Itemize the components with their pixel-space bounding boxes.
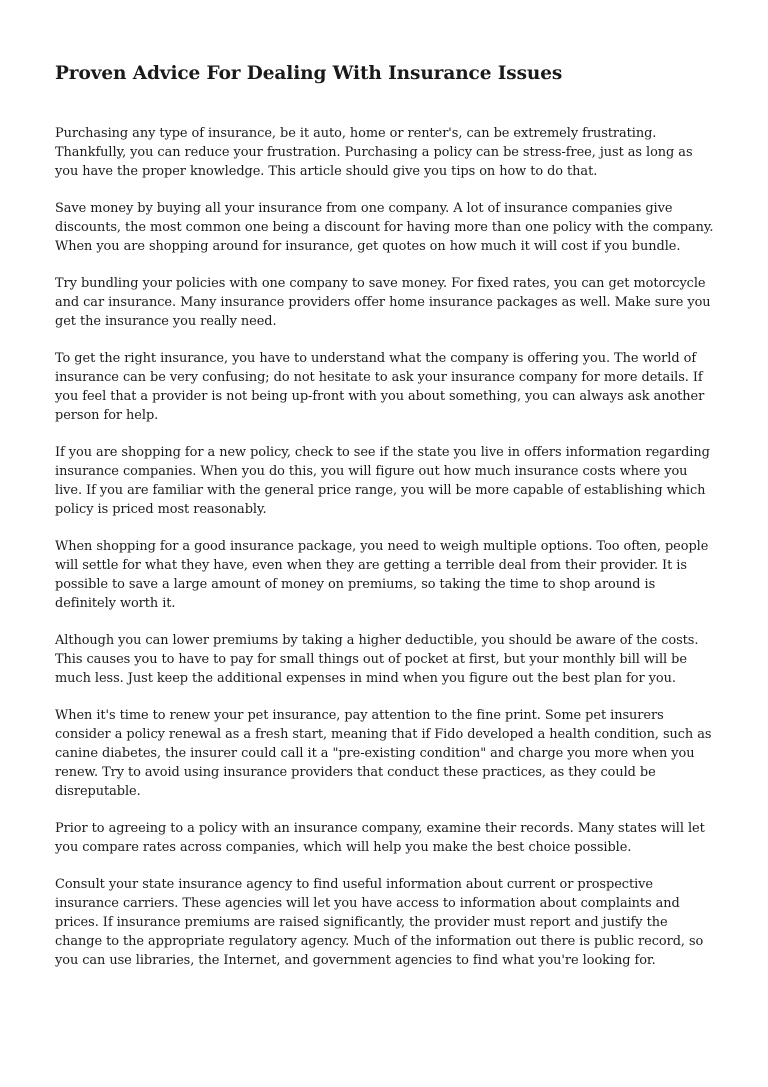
paragraph-intro: Purchasing any type of insurance, be it auto, home or renter's, can be extremely frustrating. Thankfully, you can reduce your frustration. Purchasing a policy can be stress-free, just as long as you have the proper knowledge. This article should give you tips on how to do that. [55, 126, 693, 179]
paragraph-pet-insurance: When it's time to renew your pet insurance, pay attention to the fine print. Some pet insurers consider a policy renewal as a fresh start, meaning that if Fido developed a health condition, such as canine diabetes, the insurer could call it a "pre-existing condition" and charge you more when you renew. Try to avoid using insurance providers that conduct these practices, as they could be disreputable. [55, 708, 712, 799]
paragraph-understand-company: To get the right insurance, you have to understand what the company is offering you. The world of insurance can be very confusing; do not hesitate to ask your insurance company for more details. If you feel that a provider is not being up-front with you about something, you can always ask another person for help. [55, 351, 705, 423]
document-page [55, 60, 715, 988]
paragraph-deductible: Although you can lower premiums by taking a higher deductible, you should be aware of the costs. This causes you to have to pay for small things out of pocket at first, but your monthly bill will be much less. Just keep the additional expenses in mind when you figure out the best plan for you. [55, 633, 699, 686]
paragraph-bundle-discount: Save money by buying all your insurance from one company. A lot of insurance companies give discounts, the most common one being a discount for having more than one policy with the company. When you are shopping around for insurance, get quotes on how much it will cost if you bundle. [55, 201, 714, 254]
paragraph-bundling-policies: Try bundling your policies with one company to save money. For fixed rates, you can get motorcycle and car insurance. Many insurance providers offer home insurance packages as well. Make sure you get the insurance you really need. [55, 276, 711, 329]
paragraph-state-agency: Consult your state insurance agency to find useful information about current or prospective insurance carriers. These agencies will let you have access to information about complaints and prices. If insurance premiums are raised significantly, the provider must report and justify the change to the appropriate regulatory agency. Much of the information out there is public record, so you can use libraries, the Internet, and government agencies to find what you're looking for. [55, 877, 704, 968]
page-title: Proven Advice For Dealing With Insurance Issues [55, 63, 563, 84]
paragraph-state-information: If you are shopping for a new policy, check to see if the state you live in offers information regarding insurance companies. When you do this, you will figure out how much insurance costs where you live. If you are familiar with the general price range, you will be more capable of establishing which policy is priced most reasonably. [55, 445, 710, 517]
paragraph-weigh-options: When shopping for a good insurance package, you need to weigh multiple options. Too often, people will settle for what they have, even when they are getting a terrible deal from their provider. It is possible to save a large amount of money on premiums, so taking the time to shop around is definitely worth it. [55, 539, 709, 611]
paragraph-examine-records: Prior to agreeing to a policy with an insurance company, examine their records. Many states will let you compare rates across companies, which will help you make the best choice possible. [55, 821, 705, 855]
